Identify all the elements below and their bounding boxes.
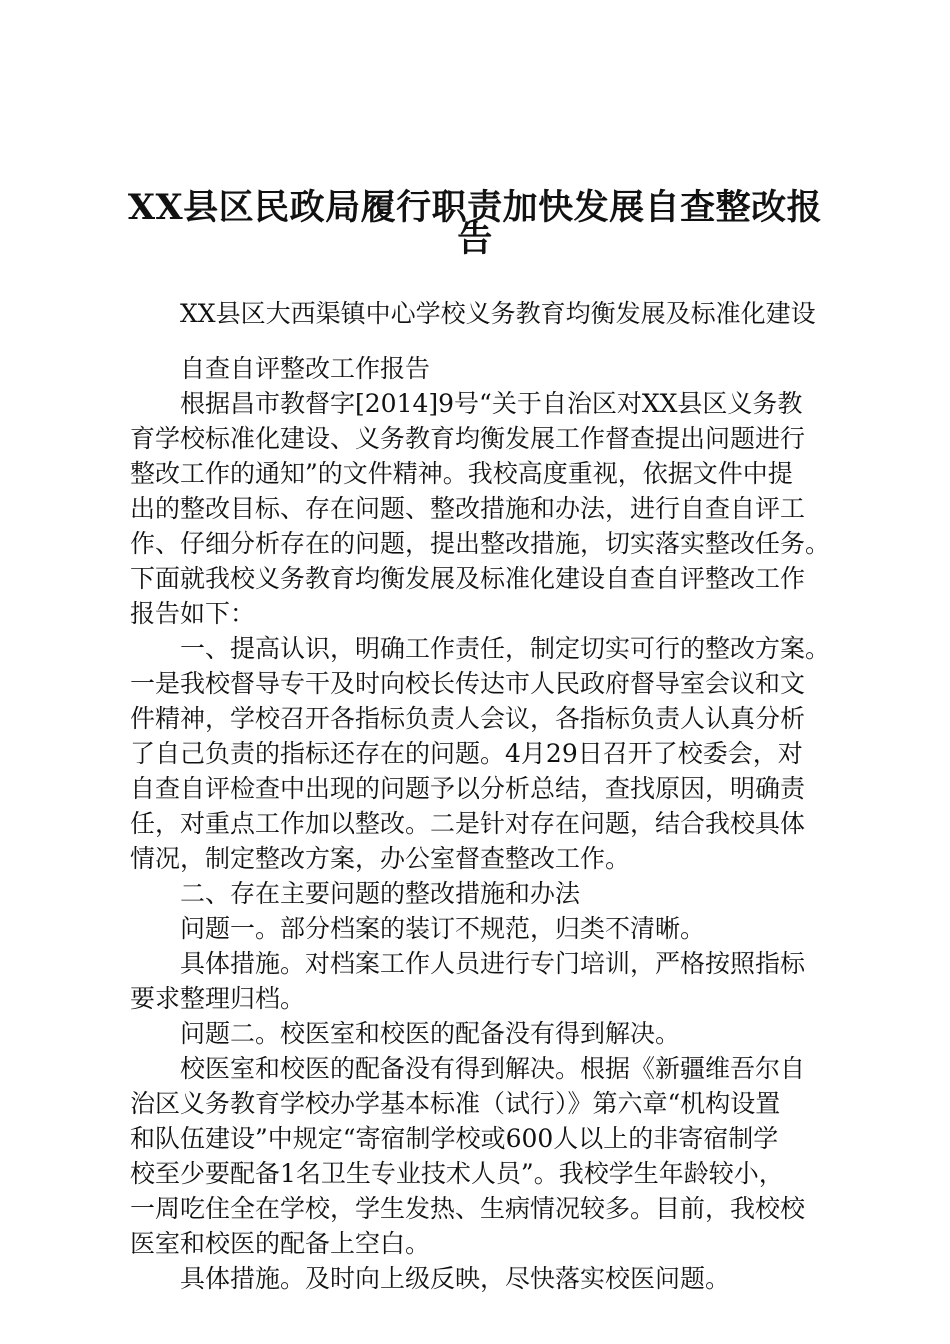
body-text-line: 作、仔细分析存在的问题，提出整改措施，切实落实整改任务。 [130, 529, 831, 558]
body-text-line: 和队伍建设”中规定“寄宿制学校或600人以上的非寄宿制学 [130, 1124, 779, 1153]
body-text-line: 自查自评检查中出现的问题予以分析总结，查找原因，明确责 [130, 774, 806, 803]
body-text-line: 下面就我校义务教育均衡发展及标准化建设自查自评整改工作 [130, 564, 806, 593]
body-text-line: 整改工作的通知”的文件精神。我校高度重视，依据文件中提 [130, 459, 793, 488]
body-text-line: 件精神，学校召开各指标负责人会议，各指标负责人认真分析 [130, 704, 806, 733]
body-text-line: 要求整理归档。 [130, 984, 306, 1013]
subtitle-line: 自查自评整改工作报告 [180, 354, 431, 383]
body-text-line: 育学校标准化建设、义务教育均衡发展工作督查提出问题进行 [130, 424, 806, 453]
body-text-line: 一是我校督导专干及时向校长传达市人民政府督导室会议和文 [130, 669, 806, 698]
document-title-line-2: 告 [457, 219, 493, 260]
body-text-line: 问题二。校医室和校医的配备没有得到解决。 [180, 1019, 681, 1048]
body-text-line: 一周吃住全在学校，学生发热、生病情况较多。目前，我校校 [130, 1194, 806, 1223]
body-text-line: 具体措施。对档案工作人员进行专门培训，严格按照指标 [180, 949, 806, 978]
body-text-line: 情况，制定整改方案，办公室督查整改工作。 [130, 844, 631, 873]
body-text-line: 任，对重点工作加以整改。二是针对存在问题，结合我校具体 [130, 809, 806, 838]
body-text-line: 根据昌市教督字[2014]9号“关于自治区对XX县区义务教 [180, 389, 803, 418]
body-text-line: 医室和校医的配备上空白。 [130, 1229, 431, 1258]
body-text-line: 具体措施。及时向上级反映，尽快落实校医问题。 [180, 1264, 731, 1293]
body-text-line: 报告如下： [130, 599, 256, 628]
section-heading: 一、提高认识，明确工作责任，制定切实可行的整改方案。 [180, 634, 831, 663]
body-text-line: 出的整改目标、存在问题、整改措施和办法，进行自查自评工 [130, 494, 806, 523]
document-body [130, 296, 850, 1296]
document-title-line-1: XX县区民政局履行职责加快发展自查整改报 [127, 187, 823, 228]
body-text-line: 治区义务教育学校办学基本标准（试行）》第六章“机构设置 [130, 1089, 781, 1118]
body-text-line: 校医室和校医的配备没有得到解决。根据《新疆维吾尔自 [180, 1054, 806, 1083]
body-text-line: 了自己负责的指标还存在的问题。4月29日召开了校委会，对 [130, 739, 803, 768]
paragraph-gap [130, 331, 850, 351]
section-heading: 二、存在主要问题的整改措施和办法 [180, 879, 581, 908]
body-text-line: 校至少要配备1名卫生专业技术人员”。我校学生年龄较小， [130, 1159, 784, 1188]
body-text-line: 问题一。部分档案的装订不规范，归类不清晰。 [180, 914, 706, 943]
subtitle-line: XX县区大西渠镇中心学校义务教育均衡发展及标准化建设 [180, 299, 816, 328]
